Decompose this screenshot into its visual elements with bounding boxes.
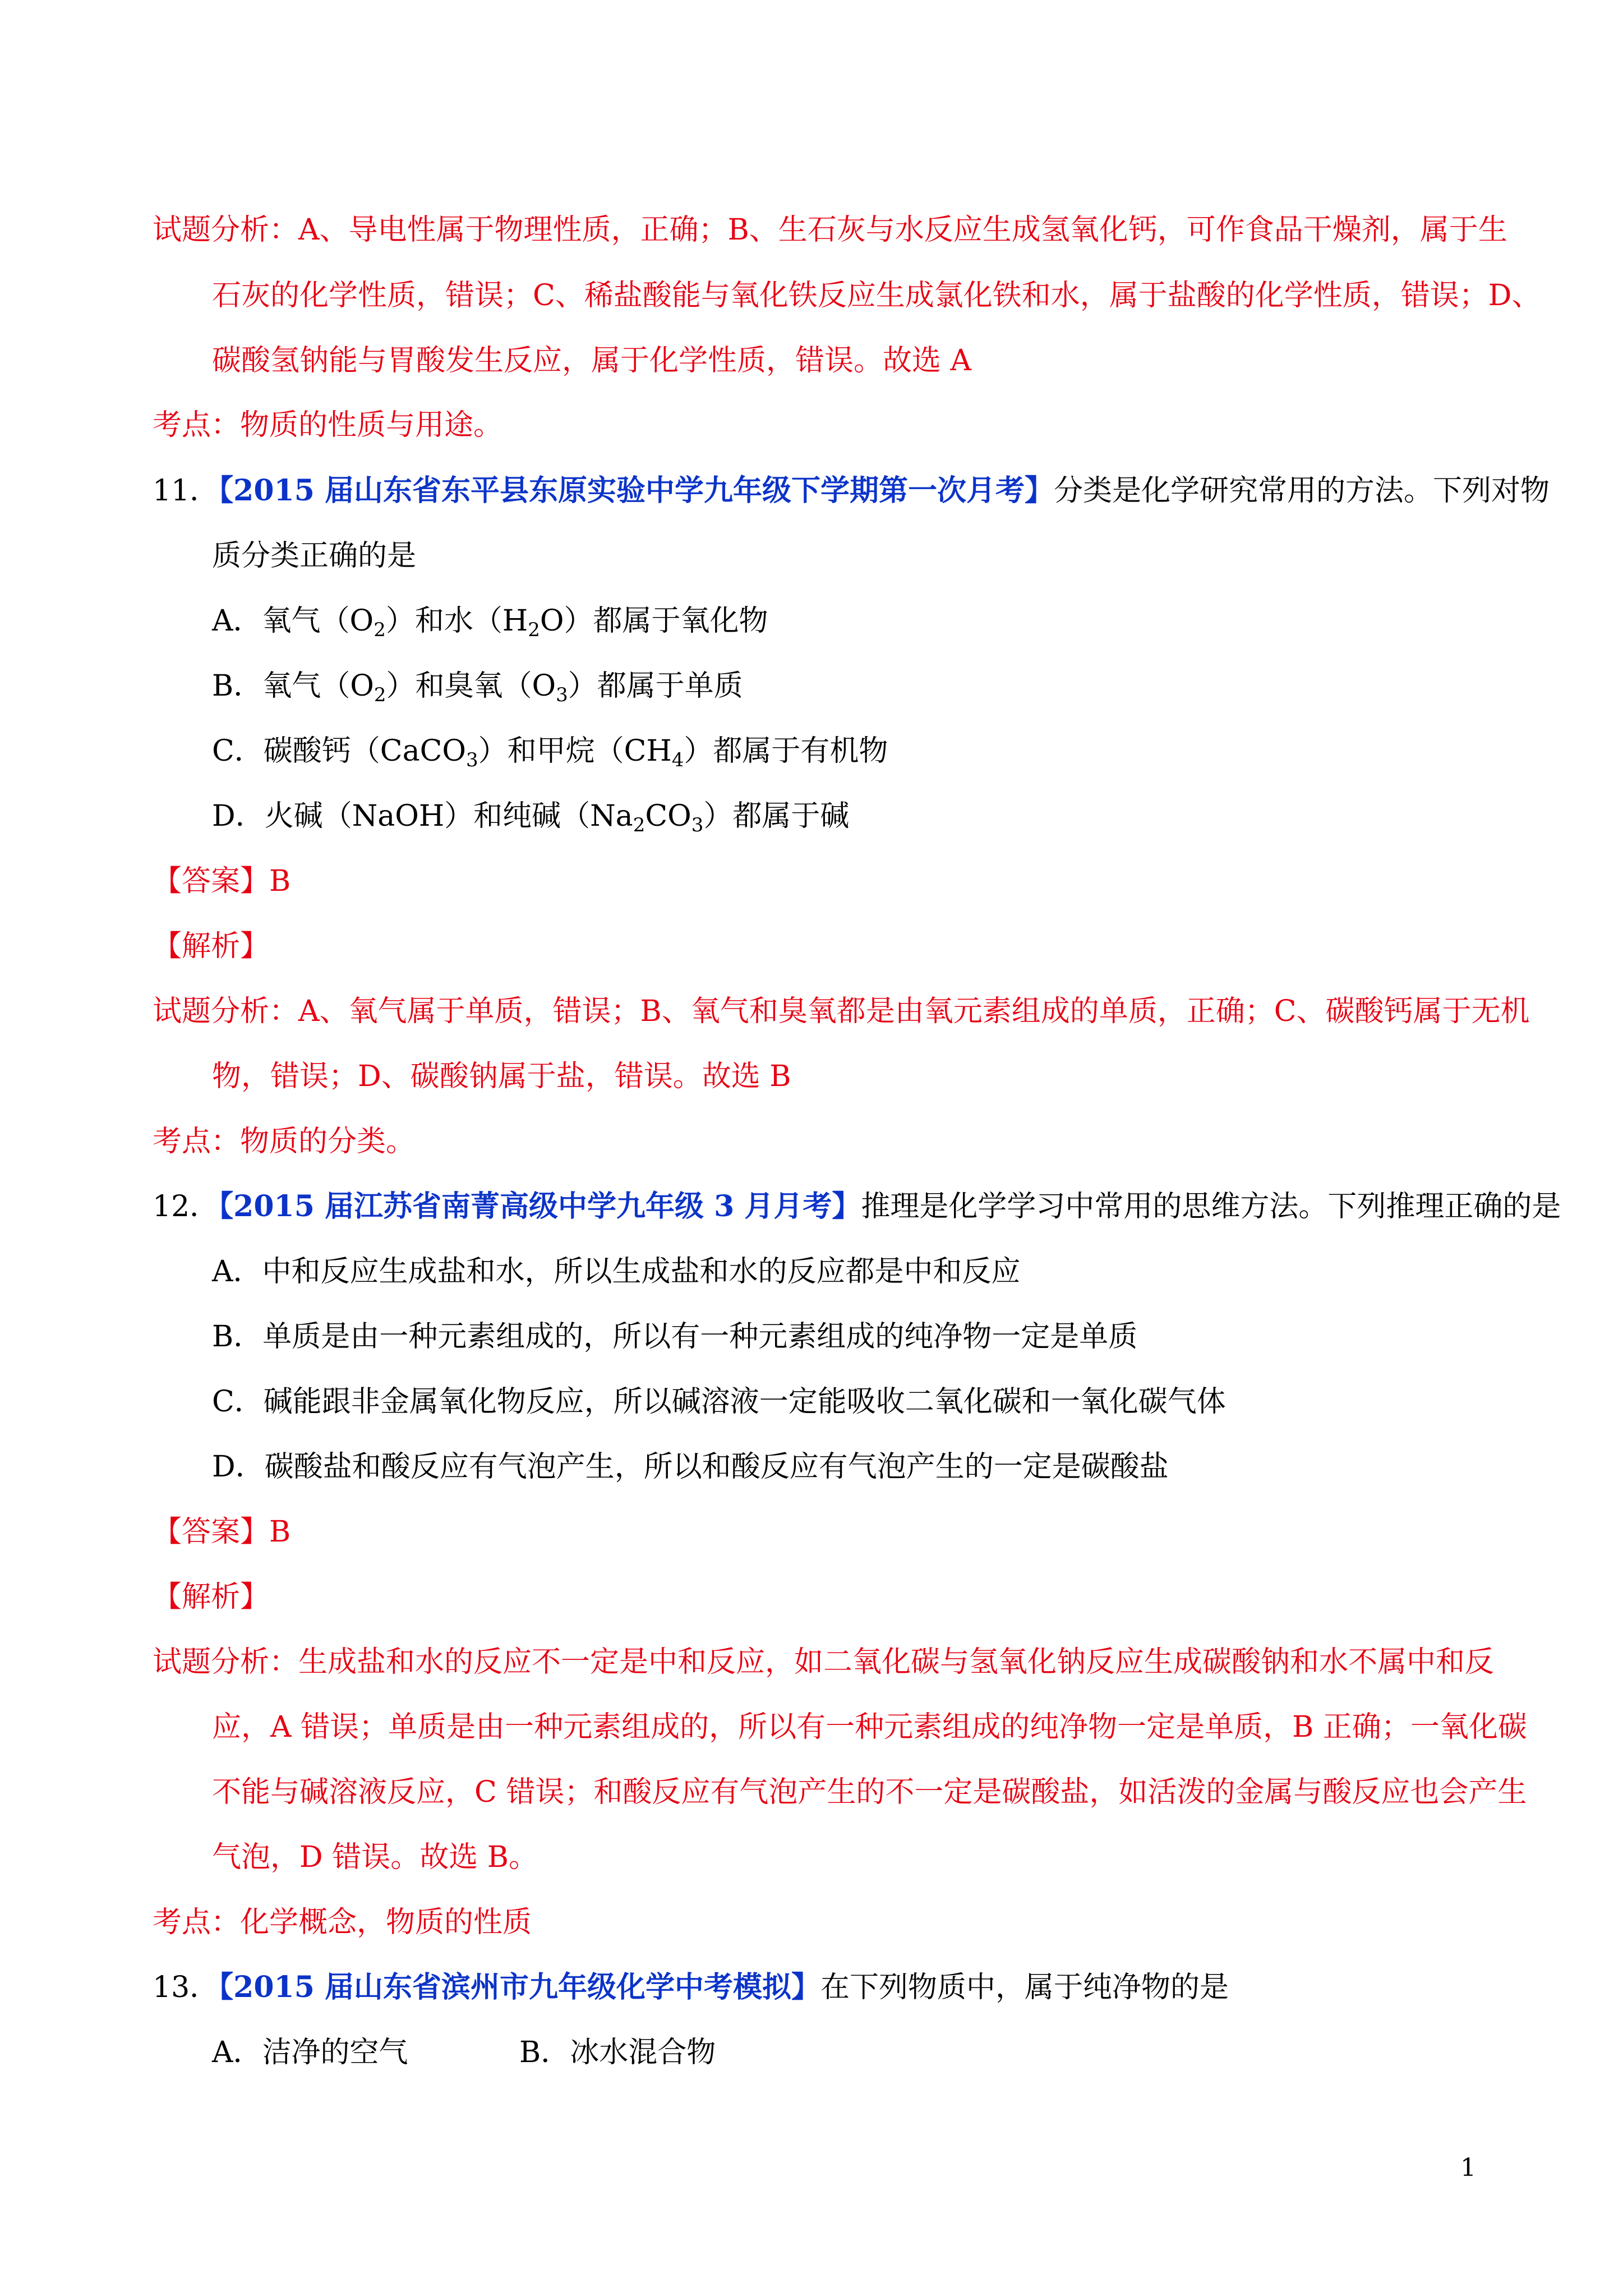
- q11-analysis-line-1: 试题分析：A、氧气属于单质，错误；B、氧气和臭氧都是由氧元素组成的单质，正确；C、碳酸钙属于无机: [153, 995, 1530, 1028]
- q10-analysis-line-1: 试题分析：A、导电性属于物理性质，正确；B、生石灰与水反应生成氢氧化钙，可作食品干燥剂，属于生: [153, 213, 1507, 247]
- q12-answer: 【答案】B: [153, 1515, 291, 1549]
- q12-option-c: C．碱能跟非金属氧化物反应，所以碱溶液一定能吸收二氧化碳和一氧化碳气体: [212, 1385, 1226, 1419]
- q11-stem-part-1: 分类是化学研究常用的方法。下列对物: [1054, 474, 1550, 508]
- q12-stem-text: 推理是化学学习中常用的思维方法。下列推理正确的是: [861, 1190, 1561, 1223]
- q10-point: 考点：物质的性质与用途。: [153, 408, 503, 442]
- q12-option-a: A．中和反应生成盐和水，所以生成盐和水的反应都是中和反应: [212, 1255, 1021, 1289]
- q11-option-c: C．碳酸钙（CaCO$_3$）和甲烷$(CH_4)$都属于有机物: [212, 734, 888, 771]
- q12-analysis-line-1: 试题分析：生成盐和水的反应不一定是中和反应，如二氧化碳与氢氧化钠反应生成碳酸钠和水不属中和反: [153, 1645, 1495, 1679]
- q13-number: 13．: [153, 1971, 219, 2004]
- q11-stem-line-2: 质分类正确的是: [212, 539, 417, 573]
- q12-analysis-line-2: 应，A 错误；单质是由一种元素组成的，所以有一种元素组成的纯净物一定是单质，B 正确；一氧化碳: [212, 1710, 1527, 1744]
- q12-stem: [153, 1187, 1561, 1226]
- q11-option-d: D．火碱（NaOH）和纯碱$(Na_2CO_3)$都属于碱: [212, 799, 850, 836]
- q12-source: 【2015 届江苏省南菁高级中学九年级 3 月月考】: [219, 1189, 861, 1223]
- q12-point: 考点：化学概念，物质的性质: [153, 1906, 532, 1939]
- q12-explain-label: 【解析】: [153, 1580, 270, 1614]
- page-number: 1: [1460, 2154, 1476, 2182]
- q11-option-b: B．氧气$(O_2)$和臭氧$(O_3)$都属于单质: [212, 669, 743, 706]
- q11-source: 【2015 届山东省东平县东原实验中学九年级下学期第一次月考】: [219, 473, 1054, 508]
- q11-number: 11．: [153, 474, 219, 508]
- q12-option-b: B．单质是由一种元素组成的，所以有一种元素组成的纯净物一定是单质: [212, 1320, 1138, 1354]
- q12-option-d: D．碳酸盐和酸反应有气泡产生，所以和酸反应有气泡产生的一定是碳酸盐: [212, 1450, 1169, 1484]
- q11-explain-label: 【解析】: [153, 930, 270, 963]
- q11-option-a: A．氧气$(O_2)$和水$(H_2O)$都属于氧化物: [212, 604, 768, 641]
- q13-stem: [153, 1968, 1229, 2007]
- q10-analysis-line-3: 碳酸氢钠能与胃酸发生反应，属于化学性质，错误。故选 A: [212, 344, 972, 378]
- q12-number: 12．: [153, 1190, 219, 1223]
- q10-analysis-line-2: 石灰的化学性质，错误；C、稀盐酸能与氧化铁反应生成氯化铁和水，属于盐酸的化学性质，错误；D、: [212, 279, 1541, 312]
- q11-point: 考点：物质的分类。: [153, 1125, 416, 1158]
- q12-analysis-line-4: 气泡，D 错误。故选 B。: [212, 1841, 538, 1874]
- q13-option-b: B．冰水混合物: [519, 2036, 716, 2069]
- q13-option-a: A．洁净的空气: [212, 2036, 408, 2069]
- q13-stem-text: 在下列物质中，属于纯净物的是: [820, 1971, 1229, 2004]
- q11-answer: 【答案】B: [153, 864, 291, 898]
- q11-analysis-line-2: 物，错误；D、碳酸钠属于盐，错误。故选 B: [212, 1060, 791, 1093]
- q13-source: 【2015 届山东省滨州市九年级化学中考模拟】: [219, 1970, 821, 2004]
- q11-stem-line-1: [153, 471, 1550, 510]
- q12-analysis-line-3: 不能与碱溶液反应，C 错误；和酸反应有气泡产生的不一定是碳酸盐，如活泼的金属与酸反应也会产生: [212, 1775, 1527, 1809]
